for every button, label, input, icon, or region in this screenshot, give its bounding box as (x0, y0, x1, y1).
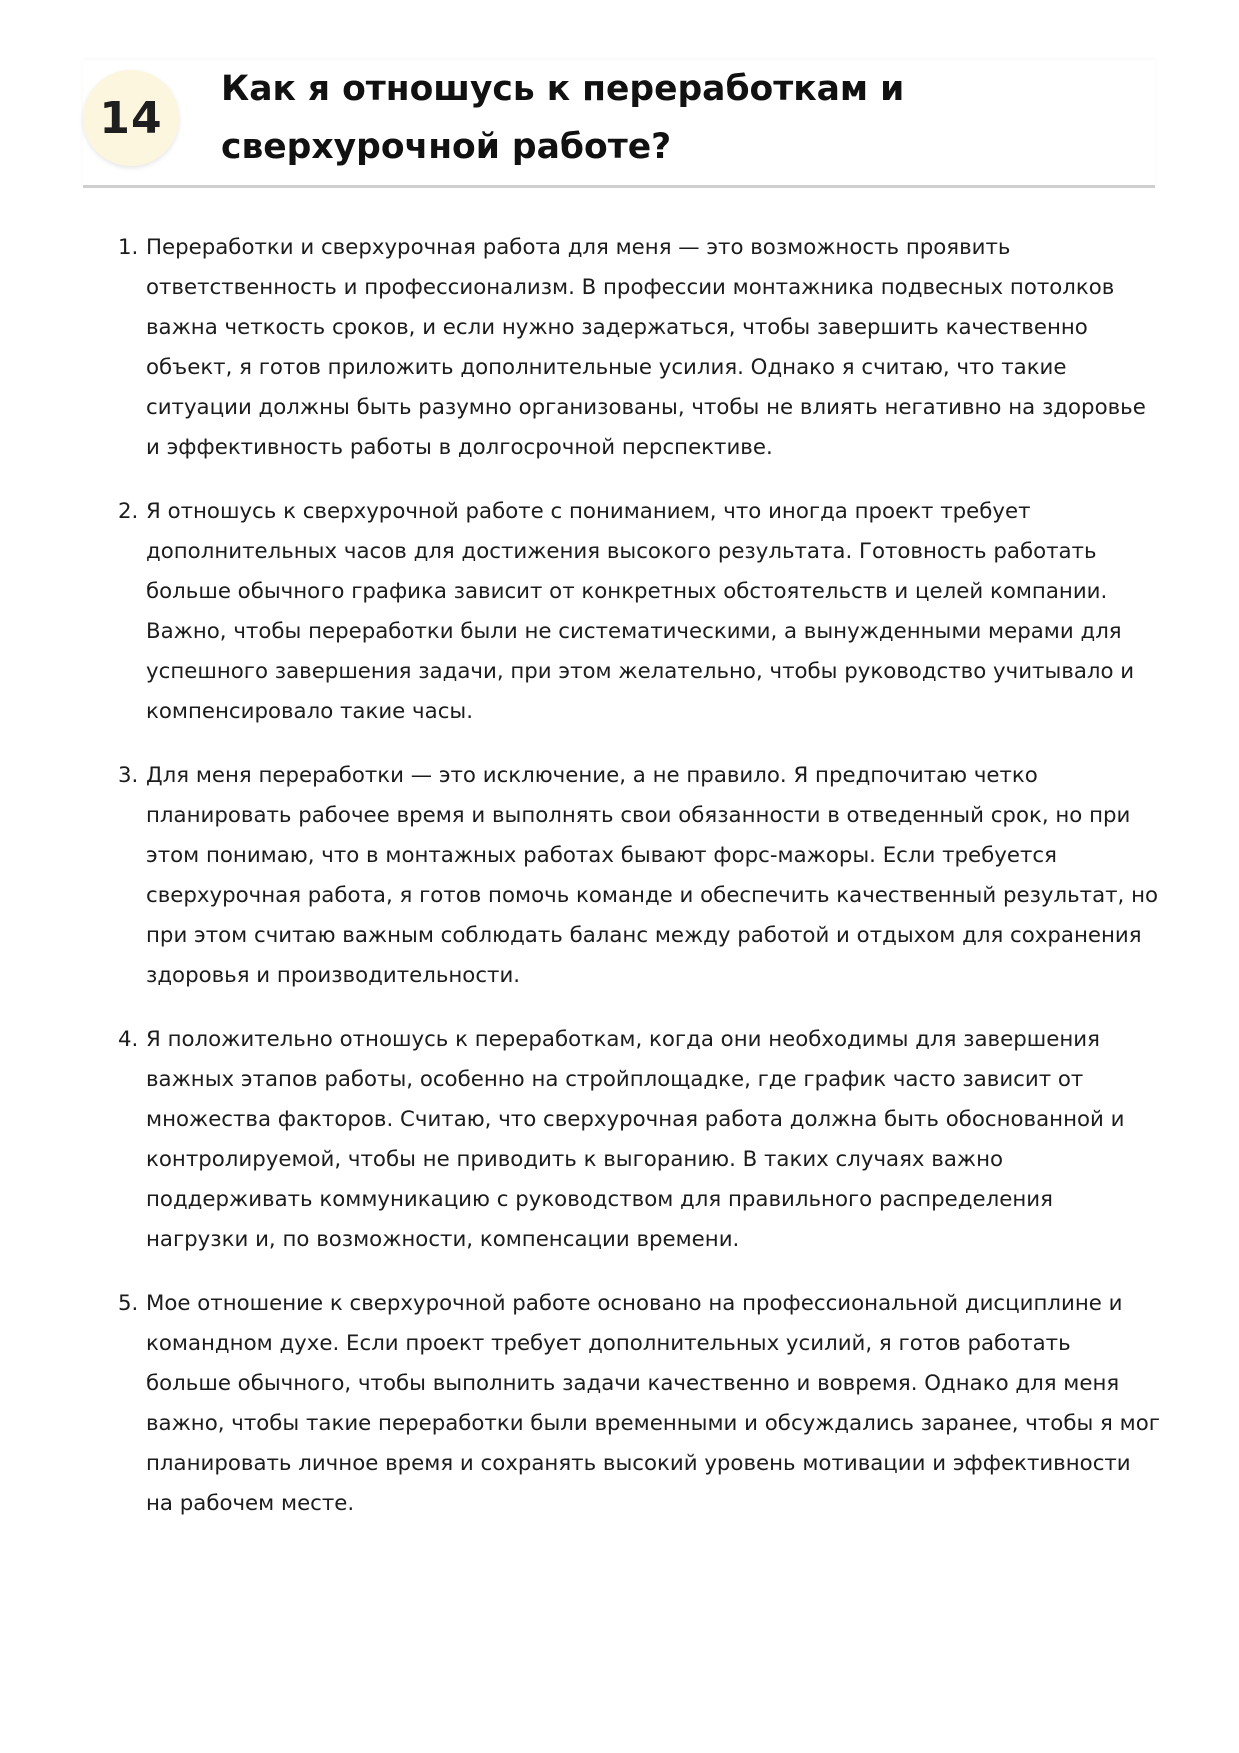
question-header (83, 60, 1155, 188)
answer-text: Для меня переработки — это исключение, а не правило. Я предпочитаю четко планировать рабочее время и выполнять свои обязанности в отведенный срок, но при этом понимаю, что в монтажных работах бывают форс-мажоры. Если требуется сверхурочная работа, я готов помочь команде и обеспечить качественный результат, но при этом считаю важным соблюдать баланс между работой и отдыхом для сохранения здоровья и производительности. (146, 763, 1159, 988)
answer-number: 1. (118, 235, 139, 260)
answer-item (118, 492, 1160, 732)
answers-section (118, 228, 1160, 1548)
answer-item (118, 1020, 1160, 1260)
answer-text: Я отношусь к сверхурочной работе с пониманием, что иногда проект требует дополнительных часов для достижения высокого результата. Готовность работать больше обычного графика зависит от конкретных обстоятельств и целей компании. Важно, чтобы переработки были не систематическими, а вынужденными мерами для успешного завершения задачи, при этом желательно, чтобы руководство учитывало и компенсировало такие часы. (146, 499, 1135, 724)
answer-text: Мое отношение к сверхурочной работе основано на профессиональной дисциплине и командном духе. Если проект требует дополнительных усилий, я готов работать больше обычного, чтобы выполнить задачи качественно и вовремя. Однако для меня важно, чтобы такие переработки были временными и обсуждались заранее, чтобы я мог планировать личное время и сохранять высокий уровень мотивации и эффективности на рабочем месте. (146, 1291, 1160, 1516)
answer-item (118, 228, 1160, 468)
answers-list (118, 228, 1160, 1524)
answer-number: 5. (118, 1291, 139, 1316)
answer-item (118, 756, 1160, 996)
question-title: Как я отношусь к переработкам и сверхурочной работе? (221, 69, 905, 167)
answer-item (118, 1284, 1160, 1524)
answer-text: Я положительно отношусь к переработкам, когда они необходимы для завершения важных этапов работы, особенно на стройплощадке, где график часто зависит от множества факторов. Считаю, что сверхурочная работа должна быть обоснованной и контролируемой, чтобы не приводить к выгоранию. В таких случаях важно поддерживать коммуникацию с руководством для правильного распределения нагрузки и, по возможности, компенсации времени. (146, 1027, 1125, 1252)
answer-number: 4. (118, 1027, 139, 1052)
answer-number: 2. (118, 499, 139, 524)
answer-number: 3. (118, 763, 139, 788)
question-number-badge: 14 (83, 70, 179, 166)
answer-text: Переработки и сверхурочная работа для меня — это возможность проявить ответственность и профессионализм. В профессии монтажника подвесных потолков важна четкость сроков, и если нужно задержаться, чтобы завершить качественно объект, я готов приложить дополнительные усилия. Однако я считаю, что такие ситуации должны быть разумно организованы, чтобы не влиять негативно на здоровье и эффективность работы в долгосрочной перспективе. (146, 235, 1146, 460)
